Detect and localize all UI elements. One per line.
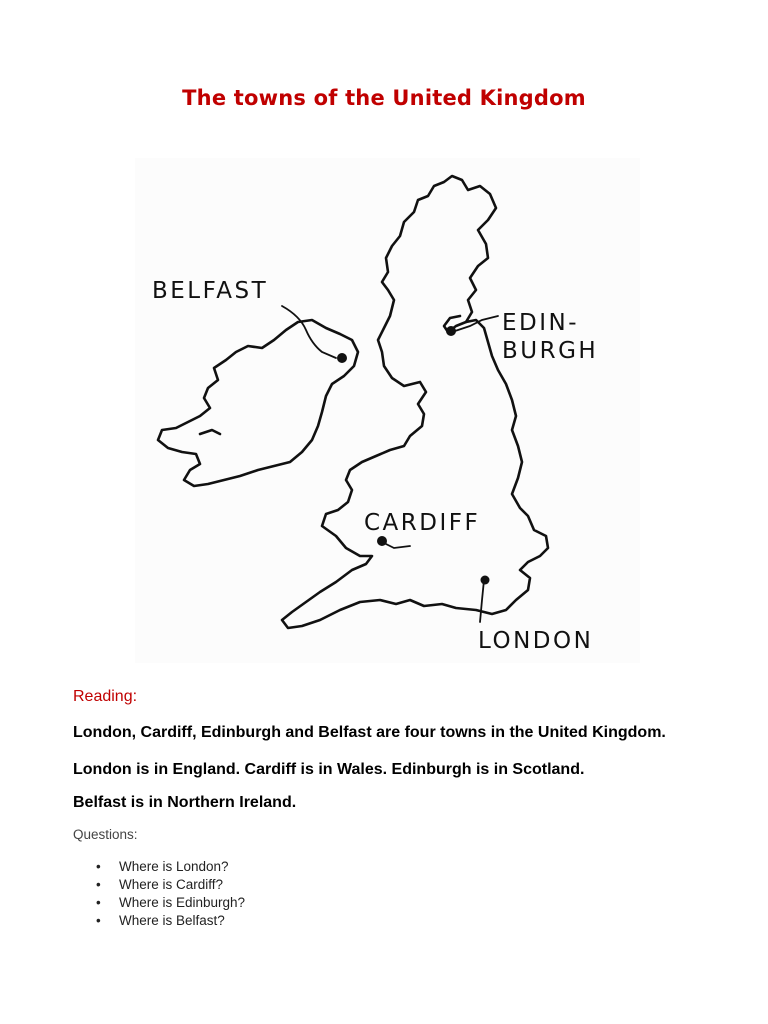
question-text: Where is Edinburgh? [119, 895, 246, 910]
bullet-icon: • [96, 895, 101, 910]
bullet-icon: • [96, 859, 101, 874]
cardiff-dot [377, 536, 387, 546]
london-label: LONDON [478, 628, 594, 654]
list-item [73, 894, 245, 912]
edinburgh-label-line2: BURGH [502, 338, 599, 364]
uk-map [135, 158, 640, 663]
list-item [73, 876, 245, 894]
questions-list [73, 858, 245, 930]
questions-label: Questions: [73, 827, 138, 842]
list-item [73, 912, 245, 930]
london-dot [481, 576, 490, 585]
bullet-icon: • [96, 877, 101, 892]
shannon-estuary-line [200, 430, 220, 434]
london-pointer [480, 580, 484, 622]
belfast-dot [337, 353, 347, 363]
great-britain-outline [282, 176, 548, 628]
ireland-outline [158, 320, 358, 486]
list-item [73, 858, 245, 876]
reading-paragraph-2: London is in England. Cardiff is in Wales. Edinburgh is in Scotland. [73, 761, 585, 778]
edinburgh-label-line1: EDIN- [502, 310, 580, 336]
reading-paragraph-1: London, Cardiff, Edinburgh and Belfast are four towns in the United Kingdom. [73, 724, 666, 741]
question-text: Where is Cardiff? [119, 877, 224, 892]
question-text: Where is Belfast? [119, 913, 225, 928]
reading-heading: Reading: [73, 688, 138, 705]
page-title: The towns of the United Kingdom [182, 86, 586, 110]
bullet-icon: • [96, 913, 101, 928]
uk-map-drawing [135, 158, 640, 663]
belfast-pointer [282, 306, 336, 358]
belfast-label: BELFAST [152, 278, 269, 304]
question-text: Where is London? [119, 859, 229, 874]
reading-paragraph-3: Belfast is in Northern Ireland. [73, 794, 297, 811]
cardiff-label: CARDIFF [364, 510, 481, 536]
edinburgh-dot [446, 326, 456, 336]
